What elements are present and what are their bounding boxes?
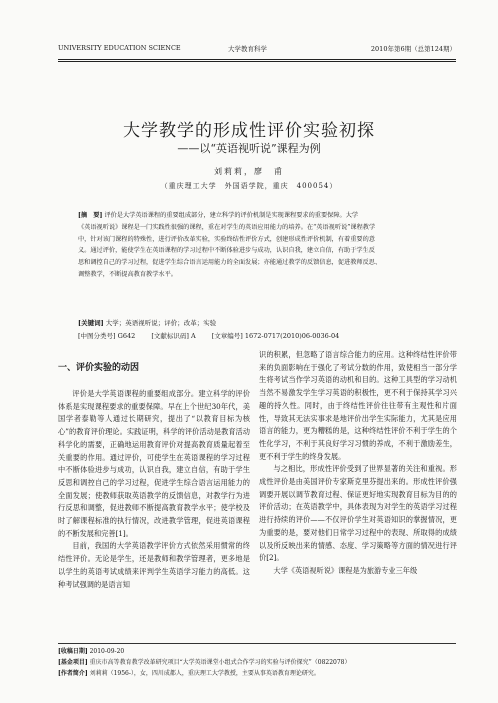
article-number: [文章编号] 1672-0717(2010)06-0036-04 xyxy=(211,332,340,340)
section-heading: 一、评价实验的动因 xyxy=(58,363,140,373)
keywords-text: 大学；英语视听说；评价；改革；实验 xyxy=(105,319,217,327)
abstract-line: 义。通过评价，能使学生在英语课程的学习过程中不断体验进步与成功，认识自我，建立自信，有助于学生反 xyxy=(78,247,375,255)
clc-number: [中图分类号] G642 xyxy=(78,332,136,340)
paper-title: 大学教学的形成性评价实验初探 xyxy=(123,121,375,141)
abstract-line: 调整教学，不断提高教育教学水平。 xyxy=(78,270,177,278)
document-code: [文献标识码] A xyxy=(151,332,196,340)
paper-affiliation: （重庆理工大学 外国语学院，重庆 400054） xyxy=(160,182,338,190)
paragraph: 目前，我国的大学英语教学评价方式依然采用惯常的终结性评价。无论是学生，还是教师和教学管理者，更多地是以学生的英语考试成绩来评判学生英语学习能力的高低。这种考试强调的是语言知 xyxy=(58,541,250,589)
abstract-label: [摘 要] xyxy=(78,212,103,219)
abstract-line: 《英语视听说》课程是一门实践性很强的课程，重在对学生的英语应用能力的培养。在“英语视听说”课程教学 xyxy=(78,223,376,231)
abstract-line: 中，针对该门课程的特殊性，进行评价改革实验，实验终结性评价方式，创建形成性评价机制，有着重要的意 xyxy=(78,235,375,243)
journal-name-cn: 大学教育科学 xyxy=(228,45,267,53)
classification xyxy=(78,331,458,340)
paper-subtitle: ——以“英语视听说”课程为例 xyxy=(177,142,321,155)
keywords-label: [关键词] xyxy=(78,319,104,327)
header-rule-bottom xyxy=(58,61,456,62)
header-rule-top xyxy=(58,59,456,60)
footnote-rule xyxy=(58,643,456,644)
abstract xyxy=(78,210,443,281)
abstract-line: 思和调控自己的学习过程，促进学生综合语言运用能力的全面发展；亦能通过教学的反馈信息，促进教师反思、 xyxy=(78,259,382,267)
keywords xyxy=(78,318,443,327)
paper-authors: 刘莉莉，廖 甫 xyxy=(214,167,284,176)
footnotes xyxy=(58,647,458,679)
footnote-author: [作者简介] 刘莉莉（1956-），女，四川成都人，重庆理工大学教授，主要从事英语教育理论研究。 xyxy=(58,669,320,677)
footnote-funding: [基金项目] 重庆市高等教育教学改革研究项目“大学英语课堂小组式合作学习的实验与评价探究”（0822078） xyxy=(58,658,351,666)
paragraph: 评价是大学英语课程的重要组成部分。建立科学的评价体系是实现课程要求的重要保障。早在上个世纪30年代，美国学者泰勒等人通过长期研究，提出了“以教育目标为核心”的教育评价理论。实践证明，科学的评价活动是教育活动科学化的需要，正确地运用教育评价对提高教育质量起着至关重要的作用。通过评价，可使学生在英语课程的学习过程中不断体验进步与成功，认识自我，建立自信，有助于学生反思和调控自己的学习过程，促进学生综合语言运用能力的全面发展；使教师获取英语教学的反馈信息，对教学行为进行反思和调整，促进教师不断提高教育教学水平；使学校及时了解课程标准的执行情况，改进教学管理，促进英语课程的不断发展和完善[1]。 xyxy=(58,389,250,538)
running-header xyxy=(58,44,456,58)
footnote-received: [收稿日期] 2010-09-20 xyxy=(58,648,125,655)
paragraph: 识的积累，但忽略了语言综合能力的应用。这种终结性评价带来的负面影响在于强化了考试分数的作用，致使相当一部分学生将考试当作学习英语的动机和目的。这种工具型的学习动机当然不易激发学生学习英语的积极性，更不利于保持其学习兴趣的持久性。同时，由于终结性评价往往带有主观性和片面性，导致其无法实事求是地评价出学生实际能力，尤其是应用语言的能力，更为糟糕的是，这种终结性评价不利于学生的个性化学习，不利于其良好学习习惯的养成，不利于激励差生，更不利于学生的终身发展。 xyxy=(259,350,457,461)
paragraph: 大学《英语视听说》课程是为旅游专业三年级 xyxy=(273,565,418,575)
paragraph: 与之相比，形成性评价受到了世界显著的关注和重视。形成性评价是由美国评价专家斯克里芬提出来的。形成性评价强调要开展以调节教育过程、保证更好地实现教育目标为目的的评价活动；在英语教学中，具体表现为对学生的英语学习过程进行持续的评价——不仅评价学生对英语知识的掌握情况，更为重要的是，要对他们日常学习过程中的表现、所取得的成绩以及所反映出来的情感、态度、学习策略等方面的情况进行评价[2]。 xyxy=(259,464,457,563)
left-column xyxy=(58,388,250,591)
abstract-line: [摘 要] 评价是大学英语课程的重要组成部分，建立科学的评价机制是实现课程要求的重要保障。大学 xyxy=(78,212,359,219)
right-column xyxy=(259,349,457,578)
issue-info: 2010年第6期（总第124期） xyxy=(370,45,456,53)
journal-name-en: UNIVERSITY EDUCATION SCIENCE xyxy=(58,44,181,52)
